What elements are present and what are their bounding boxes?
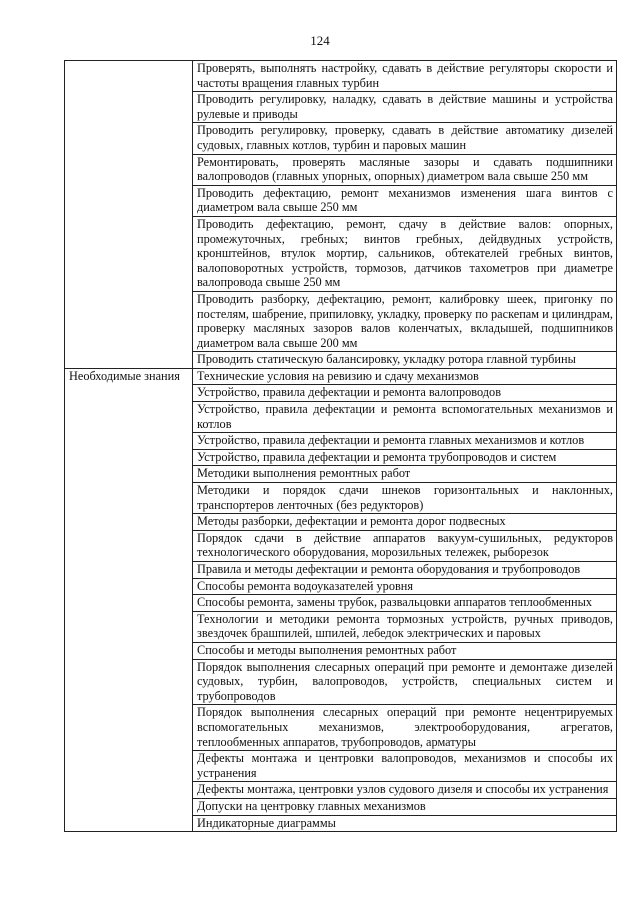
table-cell-item: Проводить статическую балансировку, укладку ротора главной турбины xyxy=(193,352,617,369)
table-cell-item: Проводить разборку, дефектацию, ремонт, калибровку шеек, пригонку по постелям, шабрение, припиловку, укладку, проверку по раскепам и цилиндрам, проверку масляных зазоров валов коленчатых, вкладышей, подшипников диаметром вала свыше 200 мм xyxy=(193,291,617,351)
table-cell-item: Ремонтировать, проверять масляные зазоры и сдавать подшипники валопроводов (главных упорных, опорных) диаметром вала свыше 250 мм xyxy=(193,154,617,185)
table-body xyxy=(65,61,617,832)
table-row xyxy=(65,61,617,92)
table-cell-item: Порядок сдачи в действие аппаратов вакуум-сушильных, редукторов технологического оборудования, морозильных тележек, рыборезок xyxy=(193,530,617,561)
table-row xyxy=(65,368,617,385)
table-cell-item: Методики выполнения ремонтных работ xyxy=(193,466,617,483)
table-cell-item: Индикаторные диаграммы xyxy=(193,815,617,832)
table-cell-item: Технологии и методики ремонта тормозных устройств, ручных приводов, звездочек брашпилей, шпилей, лебедок электрических и паровых xyxy=(193,611,617,642)
table-cell-item: Устройство, правила дефектации и ремонта главных механизмов и котлов xyxy=(193,433,617,450)
table-cell-item: Порядок выполнения слесарных операций при ремонте и демонтаже дизелей судовых, турбин, валопроводов, устройств, специальных систем и трубопроводов xyxy=(193,659,617,705)
table-cell-item: Проводить дефектацию, ремонт, сдачу в действие валов: опорных, промежуточных, гребных; винтов гребных, дейдвудных устройств, кронштейнов, втулок мортир, сальников, обтекателей гребных винтов, валоповоротных устройств, тормозов, датчиков тахометров при диаметре валопровода свыше 250 мм xyxy=(193,216,617,291)
table-cell-item: Способы ремонта водоуказателей уровня xyxy=(193,578,617,595)
table-cell-item: Проверять, выполнять настройку, сдавать в действие регуляторы скорости и частоты вращения главных турбин xyxy=(193,61,617,92)
table-cell-item: Устройство, правила дефектации и ремонта вспомогательных механизмов и котлов xyxy=(193,402,617,433)
table-cell-item: Устройство, правила дефектации и ремонта валопроводов xyxy=(193,385,617,402)
table-cell-item: Допуски на центровку главных механизмов xyxy=(193,798,617,815)
section-label xyxy=(65,61,193,369)
table-cell-item: Методы разборки, дефектации и ремонта дорог подвесных xyxy=(193,514,617,531)
table-cell-item: Способы и методы выполнения ремонтных работ xyxy=(193,642,617,659)
table-cell-item: Способы ремонта, замены трубок, развальцовки аппаратов теплообменных xyxy=(193,595,617,612)
table-cell-item: Технические условия на ревизию и сдачу механизмов xyxy=(193,368,617,385)
table-cell-item: Дефекты монтажа, центровки узлов судового дизеля и способы их устранения xyxy=(193,782,617,799)
table-cell-item: Правила и методы дефектации и ремонта оборудования и трубопроводов xyxy=(193,562,617,579)
table-cell-item: Дефекты монтажа и центровки валопроводов, механизмов и способы их устранения xyxy=(193,751,617,782)
table-cell-item: Методики и порядок сдачи шнеков горизонтальных и наклонных, транспортеров ленточных (без редукторов) xyxy=(193,483,617,514)
table-cell-item: Устройство, правила дефектации и ремонта трубопроводов и систем xyxy=(193,449,617,466)
competency-table xyxy=(64,60,617,832)
table-cell-item: Порядок выполнения слесарных операций при ремонте нецентрируемых вспомогательных механизмов, электрооборудования, агрегатов, теплообменных аппаратов, трубопроводов, арматуры xyxy=(193,705,617,751)
section-label: Необходимые знания xyxy=(65,368,193,831)
table-cell-item: Проводить дефектацию, ремонт механизмов изменения шага винтов с диаметром вала свыше 250 мм xyxy=(193,185,617,216)
table-cell-item: Проводить регулировку, наладку, сдавать в действие машины и устройства рулевые и приводы xyxy=(193,92,617,123)
table-cell-item: Проводить регулировку, проверку, сдавать в действие автоматику дизелей судовых, главных котлов, турбин и паровых машин xyxy=(193,123,617,154)
page-number: 124 xyxy=(310,33,330,48)
